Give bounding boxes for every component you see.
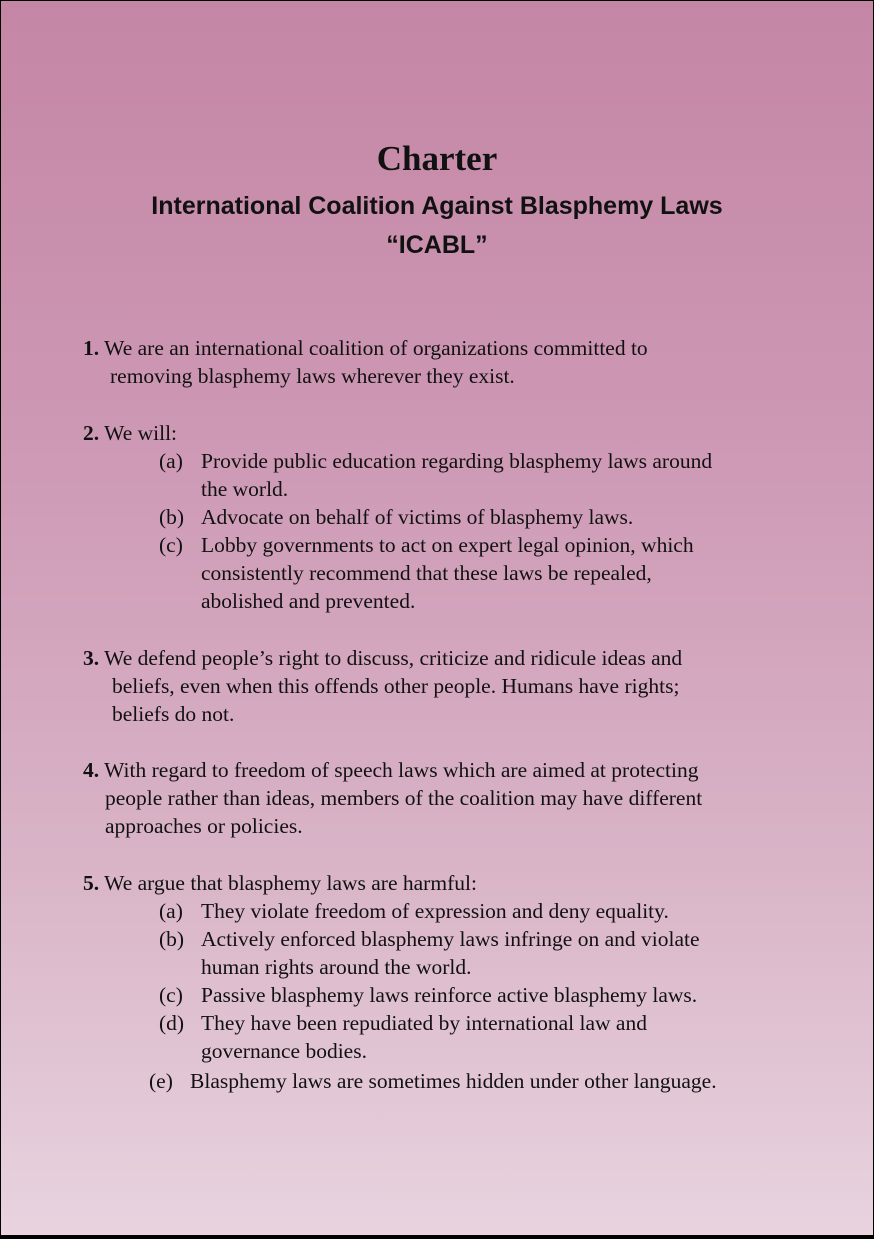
coalition-acronym: “ICABL” [386,231,488,259]
coalition-name: International Coalition Against Blasphemy Laws [151,192,723,220]
item-2c-line-2: consistently recommend that these laws be repealed, [201,561,652,585]
item-4-text: With regard to freedom of speech laws which are aimed at protecting [104,758,699,782]
item-4-line-1 [83,756,698,784]
item-2b-line-1: Advocate on behalf of victims of blasphemy laws. [201,505,634,529]
item-2-number: 2. [83,421,100,445]
item-2-line-1 [83,419,177,447]
item-5c-line-1: Passive blasphemy laws reinforce active blasphemy laws. [201,983,698,1007]
item-5d-label: (d) [159,1011,185,1035]
item-5a-label: (a) [159,899,183,923]
item-2a-line-1: Provide public education regarding blasphemy laws around [201,449,713,473]
item-2a-label: (a) [159,449,183,473]
item-1-text: We are an international coalition of organizations committed to [104,336,648,360]
item-5d-line-1: They have been repudiated by international law and [201,1011,647,1035]
item-5a-line-1: They violate freedom of expression and deny equality. [201,899,669,923]
item-5c-label: (c) [159,983,183,1007]
item-5e-label: (e) [149,1069,173,1093]
item-1-line-2: removing blasphemy laws wherever they exist. [110,364,515,388]
item-5e-line-1: Blasphemy laws are sometimes hidden under other language. [190,1069,717,1093]
page-title: Charter [376,139,498,178]
item-5-text: We argue that blasphemy laws are harmful: [104,871,477,895]
item-5b-line-2: human rights around the world. [201,955,472,979]
item-2a-line-2: the world. [201,477,289,501]
item-3-number: 3. [83,646,100,670]
item-2-text: We will: [104,421,178,445]
item-2c-label: (c) [159,533,183,557]
item-3-line-2: beliefs, even when this offends other people. Humans have rights; [112,674,680,698]
item-5-line-1 [83,869,477,897]
item-1-line-1 [83,334,648,362]
item-4-line-2: people rather than ideas, members of the coalition may have different [105,786,703,810]
item-5b-label: (b) [159,927,185,951]
item-5d-line-2: governance bodies. [201,1039,367,1063]
item-3-line-3: beliefs do not. [112,702,235,726]
item-1-number: 1. [83,336,100,360]
item-4-line-3: approaches or policies. [105,814,303,838]
item-2c-line-3: abolished and prevented. [201,589,416,613]
item-5b-line-1: Actively enforced blasphemy laws infringe on and violate [201,927,700,951]
item-2c-line-1: Lobby governments to act on expert legal opinion, which [201,533,694,557]
item-4-number: 4. [83,758,100,782]
item-3-line-1 [83,644,682,672]
item-5-number: 5. [83,871,100,895]
item-2b-label: (b) [159,505,185,529]
item-3-text: We defend people’s right to discuss, criticize and ridicule ideas and [104,646,683,670]
